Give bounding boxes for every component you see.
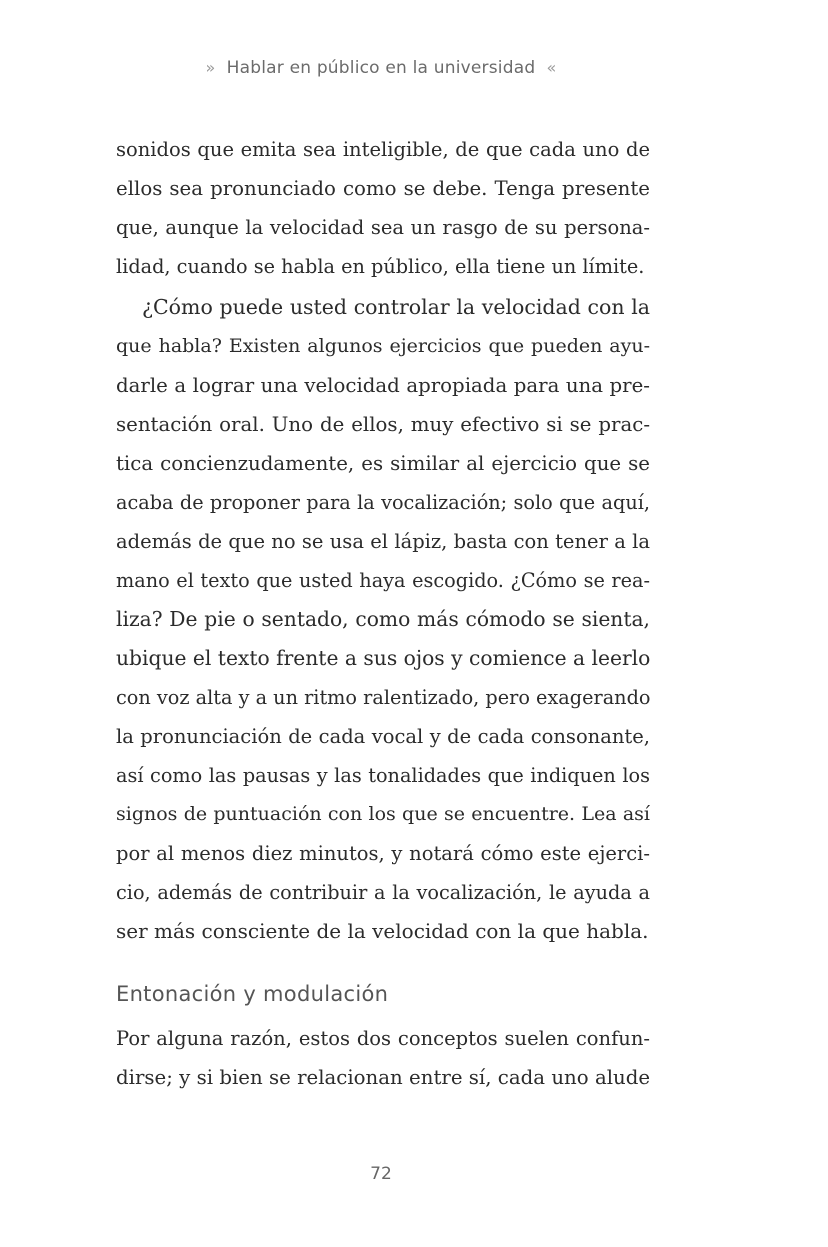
text-line: sonidos que emita sea inteligible, de que cada uno de — [116, 138, 650, 161]
paragraph-3 — [116, 1019, 650, 1097]
text-line: además de que no se usa el lápiz, basta con tener a la — [116, 530, 650, 553]
text-line: que, aunque la velocidad sea un rasgo de su persona- — [116, 216, 650, 239]
text-line: sentación oral. Uno de ellos, muy efectivo si se prac- — [116, 413, 650, 436]
text-line: así como las pausas y las tonalidades que indiquen los — [116, 764, 650, 787]
text-line: Por alguna razón, estos dos conceptos suelen confun- — [116, 1027, 650, 1050]
text-line: acaba de proponer para la vocalización; solo que aquí, — [116, 491, 650, 514]
text-line: tica concienzudamente, es similar al ejercicio que se — [116, 452, 650, 475]
body-text — [116, 130, 650, 951]
text-line: ellos sea pronunciado como se debe. Tenga presente — [116, 177, 650, 200]
text-line: darle a lograr una velocidad apropiada para una pre- — [116, 374, 650, 397]
paragraph-2 — [116, 288, 650, 951]
running-header — [0, 58, 762, 78]
text-line: signos de puntuación con los que se encuentre. Lea así — [116, 803, 650, 825]
text-line: por al menos diez minutos, y notará cómo este ejerci- — [116, 842, 650, 865]
text-line: mano el texto que usted haya escogido. ¿Cómo se rea- — [116, 569, 650, 592]
section-heading: Entonación y modulación — [116, 982, 389, 1006]
header-title: Hablar en público en la universidad — [226, 58, 536, 78]
text-line: ser más consciente de la velocidad con la que habla. — [116, 919, 649, 943]
header-right-guillemet: « — [546, 58, 557, 77]
text-line: ubique el texto frente a sus ojos y comience a leerlo — [116, 646, 651, 670]
text-line: ¿Cómo puede usted controlar la velocidad con la — [142, 295, 650, 319]
text-line: con voz alta y a un ritmo ralentizado, pero exagerando — [116, 686, 651, 709]
text-line: la pronunciación de cada vocal y de cada consonante, — [116, 725, 650, 748]
text-line: dirse; y si bien se relacionan entre sí, cada uno alude — [116, 1066, 651, 1089]
text-line: liza? De pie o sentado, como más cómodo se sienta, — [116, 607, 650, 631]
text-line: lidad, cuando se habla en público, ella tiene un límite. — [116, 255, 645, 278]
page-number: 72 — [370, 1164, 392, 1184]
text-line: cio, además de contribuir a la vocalización, le ayuda a — [116, 881, 650, 904]
text-line: que habla? Existen algunos ejercicios que pueden ayu- — [116, 335, 650, 357]
paragraph-1 — [116, 130, 650, 286]
header-left-guillemet: » — [205, 58, 216, 77]
